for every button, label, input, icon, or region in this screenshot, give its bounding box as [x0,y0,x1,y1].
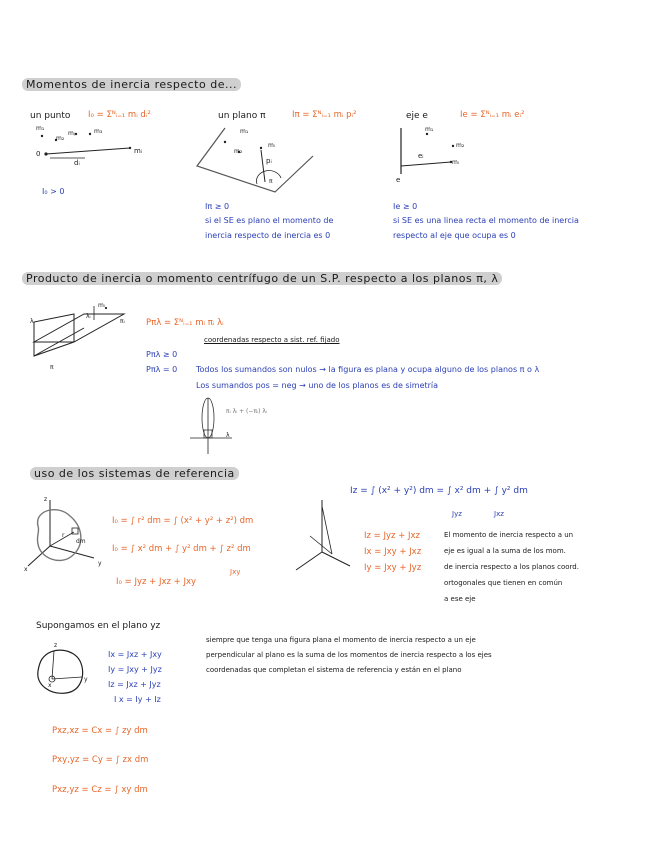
producto-label-mi: mᵢ [98,302,105,309]
eje-label-mi: mᵢ [452,159,459,166]
producto-formula-note: coordenadas respecto a sist. ref. fijado [204,336,340,344]
symmetry-axis-label: λ [226,432,230,439]
punto-result: I₀ > 0 [42,187,65,196]
producto-line2-label: Pπλ = 0 [146,365,178,374]
iz-brace-jxz: Jxz [494,510,504,518]
plano-label-mi: mᵢ [268,142,275,149]
plano-formula: Iπ = Σᴺᵢ₌₁ mᵢ pᵢ² [292,110,357,120]
plane-formula-iy: Iy = Jxy + Jyz [108,665,162,674]
plano-label-m2: m₂ [234,148,243,155]
body-label-x: x [24,566,28,573]
axis-note-2: eje es igual a la suma de los mom. [444,547,566,555]
io-formula-2: I₀ = ∫ x² dm + ∫ y² dm + ∫ z² dm [112,544,251,554]
section2-heading: Producto de inercia o momento centrífugo de un S.P. respecto a los planos π, λ [22,272,502,285]
producto-line3: Los sumandos pos = neg → uno de los planos es de simetría [196,381,439,390]
iz-formula: Iz = ∫ (x² + y²) dm = ∫ x² dm + ∫ y² dm [350,486,528,496]
producto-label-pi-i: πᵢ [120,318,125,325]
punto-label-mj: mⱼ [68,130,75,137]
eje-diagram [395,122,485,182]
plane-label-z: z [54,642,58,649]
body-label-dm: dm [76,538,86,545]
eje-label-m1: m₁ [425,126,434,133]
plane-formula-iz: Iz = Jxz + Jyz [108,680,161,689]
axis-note-5: a ese eje [444,595,476,603]
iz-brace-jyz: Jyz [452,510,462,518]
plano-diagram [195,122,335,202]
punto-label-origin: 0 [36,150,41,158]
io-brace-jxy: Jxy [230,568,241,576]
axis-note-3: de inercia respecto a los planos coord. [444,563,579,571]
product-cx: Pxz,xz = Cx = ∫ zy dm [52,726,148,736]
plane-formula-sum: I x = Iy + Iz [114,695,161,704]
producto-label-lambda: λ [30,318,34,325]
producto-formula: Pπλ = Σᴺᵢ₌₁ mᵢ πᵢ λᵢ [146,318,224,328]
punto-title: un punto [30,111,71,121]
punto-formula: I₀ = Σᴺᵢ₌₁ mᵢ dᵢ² [88,110,151,120]
axis-formula-iy: Iy = Jxy + Jyz [364,563,422,573]
plano-note-2: inercia respecto de inercia es 0 [205,231,331,240]
eje-note-1: si SE es una linea recta el momento de inercia [393,216,579,225]
punto-label-di: dᵢ [74,159,80,167]
plano-note-1: si el SE es plano el momento de [205,216,334,225]
axis-formula-iz: Iz = Jyz + Jxz [364,531,421,541]
punto-diagram [30,122,190,182]
eje-label-m2: m₂ [456,142,465,149]
producto-line1: Pπλ ≥ 0 [146,350,178,359]
plane-note-3: coordenadas que completan el sistema de referencia y están en el plano [206,666,462,674]
plane-note-2: perpendicular al plano es la suma de los momentos de inercia respecto a los ejes [206,651,492,659]
section4-heading: Supongamos en el plano yz [36,621,161,631]
axis-formula-ix: Ix = Jxy + Jxz [364,547,422,557]
body-label-r: r [62,532,65,539]
plano-title: un plano π [218,111,266,121]
eje-title: eje e [406,111,428,121]
producto-line2: Todos los sumandos son nulos → la figura es plana y ocupa alguno de los planos π o λ [196,365,540,374]
section1-heading: Momentos de inercia respecto de... [22,78,241,91]
producto-label-lambda-i: λᵢ [86,313,91,320]
io-formula-1: I₀ = ∫ r² dm = ∫ (x² + y² + z²) dm [112,516,254,526]
punto-label-m3: m₃ [94,128,103,135]
eje-note-2: respecto al eje que ocupa es 0 [393,231,516,240]
io-formula-3: I₀ = Jyz + Jxz + Jxy [116,577,197,587]
product-cy: Pxy,yz = Cy = ∫ zx dm [52,755,149,765]
punto-label-mi: mᵢ [134,147,143,155]
plane-formula-ix: Ix = Jxz + Jxy [108,650,162,659]
eje-label-ei: eᵢ [418,152,424,160]
plane-note-1: siempre que tenga una figura plana el momento de inercia respecto a un eje [206,636,476,644]
axis-note-4: ortogonales que tienen en común [444,579,563,587]
symmetry-label: πᵢ λᵢ + (−πᵢ) λᵢ [226,408,267,415]
producto-diagram [28,300,138,370]
product-cz: Pxz,yz = Cz = ∫ xy dm [52,785,148,795]
axis-note-1: El momento de inercia respecto a un [444,531,574,539]
plane-label-x: x [48,682,52,689]
punto-label-m2: m₂ [56,135,65,142]
plane-figure-diagram [32,643,102,703]
producto-label-pi: π [50,364,54,371]
eje-label-e: e [396,176,401,184]
eje-result: Ie ≥ 0 [393,202,418,211]
eje-formula: Ie = Σᴺᵢ₌₁ mᵢ eᵢ² [460,110,525,120]
plano-label-pi-plane: π [269,178,273,185]
section3-heading: uso de los sistemas de referencia [30,467,239,480]
axes-diagram [292,496,352,586]
plano-label-pi: pᵢ [266,157,272,165]
punto-label-m1: m₁ [36,125,45,132]
symmetry-diagram [188,396,238,456]
plane-label-y: y [84,676,88,683]
body-label-y: y [98,560,102,567]
plano-result: Iπ ≥ 0 [205,202,230,211]
plano-label-m1: m₁ [240,128,249,135]
body-label-z: z [44,496,48,503]
